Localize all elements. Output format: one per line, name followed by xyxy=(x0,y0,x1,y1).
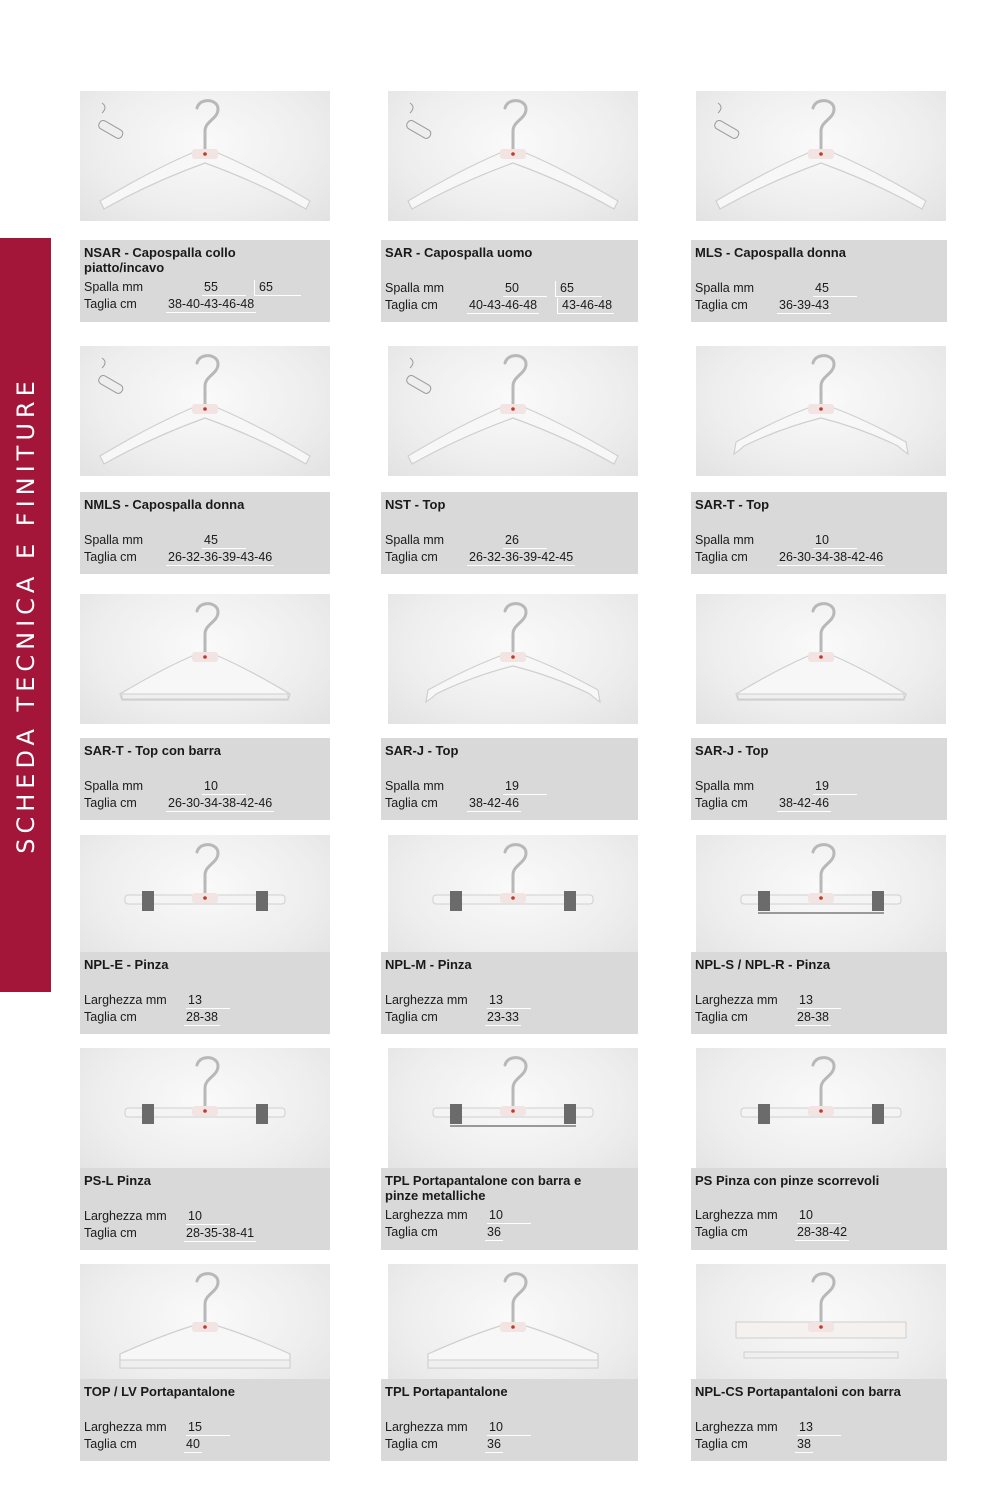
size-row xyxy=(385,779,519,793)
size-row xyxy=(84,533,218,547)
size-value: 13 xyxy=(797,993,841,1009)
taglia-value: 38-40-43-46-48 xyxy=(168,297,255,311)
product-info xyxy=(691,240,947,322)
taglia-value: 36 xyxy=(487,1225,501,1239)
size-row xyxy=(84,1209,202,1223)
taglia-value: 38-42-46 xyxy=(469,796,520,810)
product-info xyxy=(381,1168,638,1250)
taglia-row xyxy=(695,1225,848,1239)
hanger-image xyxy=(696,594,946,724)
size-label: Larghezza mm xyxy=(385,1420,468,1434)
taglia-label: Taglia cm xyxy=(385,550,438,564)
taglia-value: 26-32-36-39-42-45 xyxy=(469,550,574,564)
taglia-label: Taglia cm xyxy=(385,1225,438,1239)
size-row xyxy=(385,993,503,1007)
hanger-image xyxy=(696,346,946,476)
product-title: PS Pinza con pinze scorrevoli xyxy=(695,1173,880,1188)
product-info xyxy=(381,492,638,574)
taglia-row xyxy=(385,796,520,810)
size-row xyxy=(385,533,519,547)
product-info xyxy=(691,952,947,1034)
taglia-row xyxy=(84,1437,200,1451)
size-label: Spalla mm xyxy=(385,281,445,295)
size-label: Larghezza mm xyxy=(695,993,778,1007)
product-photo xyxy=(388,835,638,965)
product-photo xyxy=(388,1048,638,1178)
taglia-label: Taglia cm xyxy=(84,297,137,311)
size-row xyxy=(695,1208,813,1222)
product-info xyxy=(381,738,638,820)
taglia-label: Taglia cm xyxy=(695,1010,748,1024)
taglia-row xyxy=(385,1010,519,1024)
hanger-image xyxy=(80,835,330,965)
hanger-image xyxy=(388,1264,638,1394)
taglia-value: 28-38 xyxy=(797,1010,829,1024)
size-value: 13 xyxy=(186,993,230,1009)
taglia-row xyxy=(84,297,255,311)
size-label: Larghezza mm xyxy=(84,1209,167,1223)
taglia-label: Taglia cm xyxy=(385,1437,438,1451)
taglia-row xyxy=(695,550,884,564)
product-info xyxy=(80,240,330,322)
taglia-value: 28-38-42 xyxy=(797,1225,848,1239)
size-value: 19 xyxy=(813,779,857,795)
size-label: Larghezza mm xyxy=(695,1208,778,1222)
taglia-label: Taglia cm xyxy=(84,1010,137,1024)
taglia-label: Taglia cm xyxy=(695,298,748,312)
taglia-label: Taglia cm xyxy=(695,1225,748,1239)
taglia-label: Taglia cm xyxy=(695,1437,748,1451)
taglia-value: 40 xyxy=(186,1437,200,1451)
taglia-label: Taglia cm xyxy=(695,796,748,810)
product-title: TOP / LV Portapantalone xyxy=(84,1384,235,1399)
taglia-value: 36 xyxy=(487,1437,501,1451)
taglia-row xyxy=(385,1225,501,1239)
product-title: TPL Portapantalone con barra e pinze metalliche xyxy=(385,1173,582,1203)
product-photo xyxy=(696,1264,946,1394)
size-value: 15 xyxy=(186,1420,230,1436)
product-photo xyxy=(388,1264,638,1394)
taglia-value: 26-32-36-39-43-46 xyxy=(168,550,273,564)
size-label: Spalla mm xyxy=(385,779,445,793)
size-value: 19 xyxy=(503,779,547,795)
size-row xyxy=(84,1420,202,1434)
hanger-image xyxy=(388,91,638,221)
product-title: NSAR - Capospalla collo piatto/incavo xyxy=(84,245,236,275)
product-photo xyxy=(80,1264,330,1394)
product-photo xyxy=(696,346,946,476)
product-photo xyxy=(696,835,946,965)
size-value: 13 xyxy=(487,993,531,1009)
taglia-row xyxy=(385,298,613,312)
size-value: 50 xyxy=(503,281,547,297)
size-label: Larghezza mm xyxy=(84,1420,167,1434)
taglia-value: 26-30-34-38-42-46 xyxy=(168,796,273,810)
taglia-row xyxy=(695,796,830,810)
taglia-value: 26-30-34-38-42-46 xyxy=(779,550,884,564)
product-title: MLS - Capospalla donna xyxy=(695,245,846,260)
hanger-image xyxy=(80,346,330,476)
product-info xyxy=(80,1168,330,1250)
size-row xyxy=(385,281,574,295)
taglia-label: Taglia cm xyxy=(84,1437,137,1451)
product-title: SAR-J - Top xyxy=(695,743,769,758)
product-photo xyxy=(80,835,330,965)
product-title: NPL-CS Portapantaloni con barra xyxy=(695,1384,901,1399)
size-row xyxy=(695,281,829,295)
hanger-image xyxy=(80,1264,330,1394)
product-title: SAR - Capospalla uomo xyxy=(385,245,533,260)
hanger-image xyxy=(80,594,330,724)
hanger-image xyxy=(696,1264,946,1394)
size-label: Spalla mm xyxy=(84,280,144,294)
taglia-value: 38 xyxy=(797,1437,811,1451)
size-label: Spalla mm xyxy=(695,281,755,295)
size-value: 10 xyxy=(813,533,857,549)
taglia-label: Taglia cm xyxy=(84,796,137,810)
hanger-image xyxy=(696,835,946,965)
product-title: NPL-E - Pinza xyxy=(84,957,169,972)
product-photo xyxy=(80,91,330,221)
hanger-image xyxy=(388,346,638,476)
taglia-value: 38-42-46 xyxy=(779,796,830,810)
taglia-label: Taglia cm xyxy=(695,550,748,564)
size-row xyxy=(695,779,829,793)
taglia-row xyxy=(385,1437,501,1451)
product-info xyxy=(80,738,330,820)
taglia-value: 40-43-46-48 xyxy=(469,298,538,312)
product-photo xyxy=(696,91,946,221)
product-title: NPL-M - Pinza xyxy=(385,957,472,972)
size-label: Spalla mm xyxy=(695,779,755,793)
product-title: PS-L Pinza xyxy=(84,1173,151,1188)
size-row xyxy=(695,993,813,1007)
product-photo xyxy=(388,346,638,476)
taglia-row xyxy=(385,550,574,564)
product-info xyxy=(691,492,947,574)
size-label: Spalla mm xyxy=(84,533,144,547)
product-info xyxy=(381,240,638,322)
product-info xyxy=(691,1379,947,1461)
size-label: Spalla mm xyxy=(84,779,144,793)
size-value: 55 xyxy=(202,280,246,296)
size-value: 26 xyxy=(503,533,547,549)
section-side-tab xyxy=(0,238,51,992)
product-title: NMLS - Capospalla donna xyxy=(84,497,245,512)
product-photo xyxy=(80,594,330,724)
taglia-label: Taglia cm xyxy=(84,1226,137,1240)
size-value-alt: 65 xyxy=(254,280,301,296)
product-photo xyxy=(80,1048,330,1178)
taglia-row xyxy=(695,298,830,312)
size-row xyxy=(385,1420,503,1434)
hanger-image xyxy=(696,91,946,221)
product-title: NPL-S / NPL-R - Pinza xyxy=(695,957,831,972)
taglia-row xyxy=(84,1226,255,1240)
section-title: SCHEDA TECNICA E FINITURE xyxy=(11,376,40,854)
size-value: 10 xyxy=(487,1420,531,1436)
product-info xyxy=(80,952,330,1034)
taglia-row xyxy=(84,1010,218,1024)
hanger-image xyxy=(388,594,638,724)
size-row xyxy=(84,280,273,294)
size-label: Larghezza mm xyxy=(695,1420,778,1434)
taglia-label: Taglia cm xyxy=(385,298,438,312)
size-row xyxy=(84,779,218,793)
size-row xyxy=(84,993,202,1007)
taglia-value: 28-35-38-41 xyxy=(186,1226,255,1240)
product-photo xyxy=(388,91,638,221)
product-info xyxy=(80,1379,330,1461)
product-photo xyxy=(696,1048,946,1178)
size-label: Larghezza mm xyxy=(84,993,167,1007)
size-value: 10 xyxy=(202,779,246,795)
taglia-row xyxy=(695,1437,811,1451)
taglia-row xyxy=(84,796,273,810)
taglia-value: 28-38 xyxy=(186,1010,218,1024)
size-label: Spalla mm xyxy=(385,533,445,547)
size-value: 10 xyxy=(186,1209,230,1225)
taglia-label: Taglia cm xyxy=(385,1010,438,1024)
hanger-image xyxy=(388,1048,638,1178)
product-info xyxy=(691,738,947,820)
size-row xyxy=(385,1208,503,1222)
product-title: SAR-J - Top xyxy=(385,743,459,758)
size-value: 10 xyxy=(487,1208,531,1224)
product-info xyxy=(80,492,330,574)
taglia-value: 23-33 xyxy=(487,1010,519,1024)
product-title: NST - Top xyxy=(385,497,446,512)
size-value: 45 xyxy=(813,281,857,297)
size-row xyxy=(695,533,829,547)
size-row xyxy=(695,1420,813,1434)
product-info xyxy=(381,952,638,1034)
taglia-label: Taglia cm xyxy=(84,550,137,564)
size-value: 10 xyxy=(797,1208,841,1224)
hanger-image xyxy=(80,1048,330,1178)
taglia-label: Taglia cm xyxy=(385,796,438,810)
size-label: Spalla mm xyxy=(695,533,755,547)
product-title: SAR-T - Top con barra xyxy=(84,743,221,758)
product-title: TPL Portapantalone xyxy=(385,1384,508,1399)
taglia-value-alt: 43-46-48 xyxy=(557,298,614,314)
product-info xyxy=(381,1379,638,1461)
hanger-image xyxy=(388,835,638,965)
taglia-row xyxy=(695,1010,829,1024)
hanger-image xyxy=(80,91,330,221)
product-photo xyxy=(80,346,330,476)
size-value: 45 xyxy=(202,533,246,549)
size-value-alt: 65 xyxy=(555,281,602,297)
size-label: Larghezza mm xyxy=(385,993,468,1007)
product-title: SAR-T - Top xyxy=(695,497,770,512)
taglia-row xyxy=(84,550,273,564)
taglia-value: 36-39-43 xyxy=(779,298,830,312)
product-photo xyxy=(696,594,946,724)
size-value: 13 xyxy=(797,1420,841,1436)
hanger-image xyxy=(696,1048,946,1178)
product-info xyxy=(691,1168,947,1250)
product-photo xyxy=(388,594,638,724)
size-label: Larghezza mm xyxy=(385,1208,468,1222)
